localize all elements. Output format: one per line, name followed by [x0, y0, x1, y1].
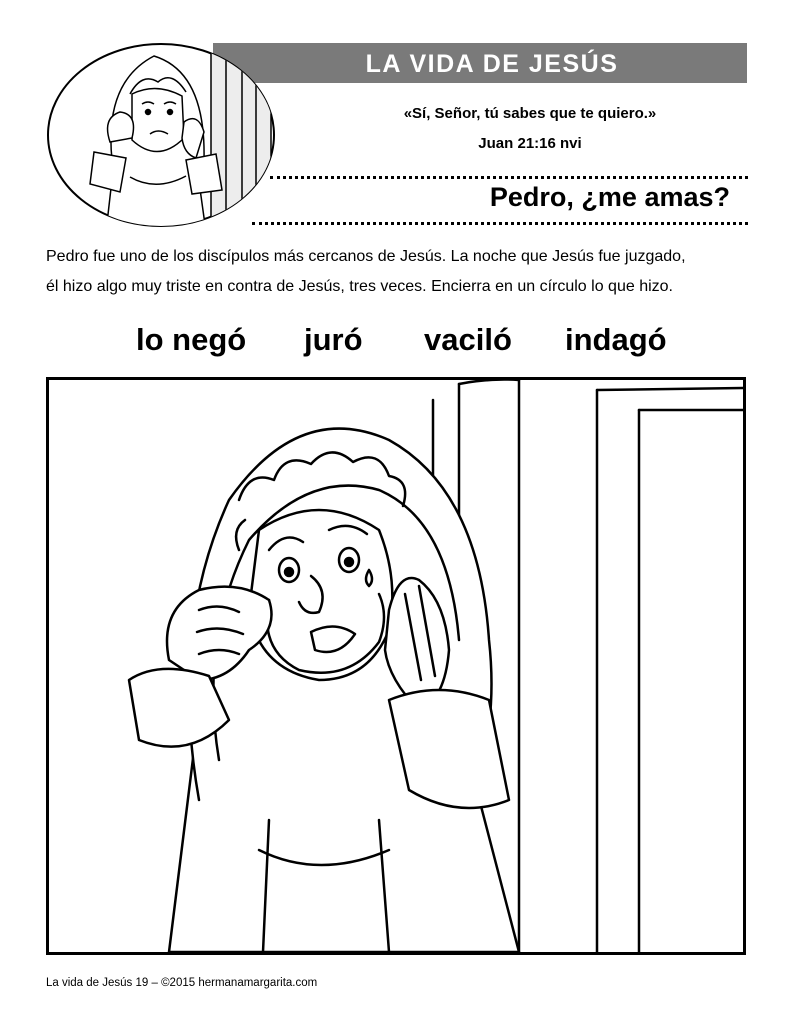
answer-option[interactable]: indagó	[565, 322, 667, 357]
answer-option[interactable]: lo negó	[136, 322, 247, 357]
lesson-title: Pedro, ¿me amas?	[489, 182, 730, 212]
answer-option[interactable]: juró	[304, 322, 363, 357]
instruction-line: Pedro fue uno de los discípulos más cercanos de Jesús. La noche que Jesús fue juzgado,	[46, 248, 686, 265]
thumbnail-illustration	[46, 42, 276, 228]
coloring-illustration[interactable]	[46, 377, 746, 955]
dotted-divider	[252, 222, 748, 225]
verse-reference: Juan 21:16 nvi	[478, 135, 582, 152]
verse-quote: «Sí, Señor, tú sabes que te quiero.»	[403, 105, 657, 122]
instructions	[46, 242, 758, 302]
answer-option[interactable]: vaciló	[424, 322, 512, 357]
instruction-line: él hizo algo muy triste en contra de Jesús, tres veces. Encierra en un círculo lo que hizo.	[46, 278, 673, 295]
footer-credit: La vida de Jesús 19 – ©2015 hermanamargarita.com	[46, 977, 318, 989]
series-title: LA VIDA DE JESÚS	[365, 50, 619, 78]
dotted-divider	[270, 176, 748, 179]
